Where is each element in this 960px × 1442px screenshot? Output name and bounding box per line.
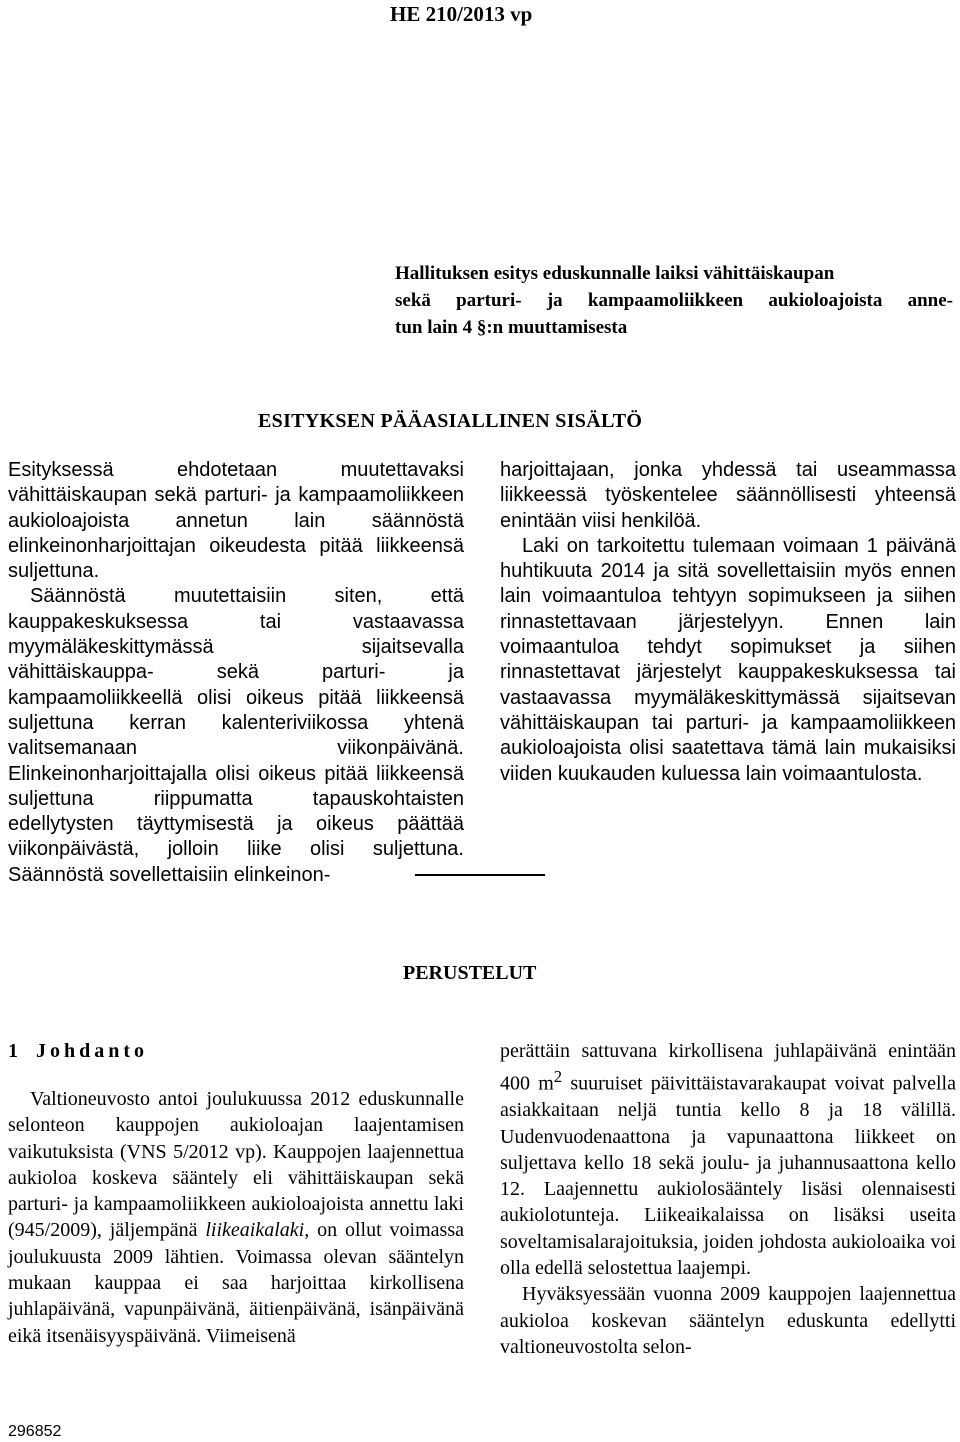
- summary-paragraph: harjoittajaan, jonka yhdessä tai useammassa liikkeessä työskentelee säännöllisesti yhteensä enintään viisi henkilöä.: [500, 459, 956, 532]
- section-title: Johdanto: [36, 1040, 149, 1062]
- law-short-name: liikeaikalaki,: [205, 1219, 310, 1242]
- bill-title-line: Hallituksen esitys eduskunnalle laiksi vähittäiskaupan: [395, 263, 835, 284]
- summary-paragraph: Esityksessä ehdotetaan muutettavaksi vähittäiskaupan sekä parturi- ja kampaamoliikkeen aukioloajoista annetun lain säännöstä elinkeinonharjoittajan oikeudesta pitää liikkeensä suljettuna.: [8, 459, 464, 583]
- page-reference: HE 210/2013 vp: [390, 2, 533, 26]
- body-paragraph: Hyväksyessään vuonna 2009 kauppojen laajennettua aukioloa koskevan sääntelyn eduskunta edellytti valtioneuvostolta selon-: [500, 1283, 956, 1358]
- summary-left-column: [8, 458, 464, 888]
- bill-title: [395, 260, 953, 341]
- document-number: 296852: [8, 1423, 62, 1440]
- body-paragraph: [8, 1086, 464, 1349]
- bill-title-line: tun lain 4 §:n muuttamisesta: [395, 317, 628, 338]
- section-heading: [8, 1040, 148, 1063]
- section-divider: [415, 874, 545, 876]
- bill-title-line: sekä parturi- ja kampaamoliikkeen aukioloajoista anne-: [395, 290, 953, 311]
- section-number: 1: [8, 1040, 18, 1062]
- rationale-heading: PERUSTELUT: [403, 962, 537, 984]
- superscript: 2: [553, 1067, 563, 1087]
- rationale-right-column: [500, 1038, 956, 1360]
- body-text: suuruiset päivittäistavarakaupat voivat palvella asiakkaitaan neljä tuntia kello 8 ja 18 välillä. Uudenvuodenaattona ja vapunaattona liikkeet on suljettava kello 18 sekä joulu- ja juhannusaattona kello 12. Laajennettu aukiolosääntely lisäsi olennaisesti aukiolotunteja. Liikeaikalaissa on lisäksi useita soveltamisalarajoituksia, joiden johdosta aukioloaika voi olla edellä selostettua laajempi.: [500, 1072, 956, 1280]
- body-text: perättäin sattuvana kirkollisena juhlapäivänä enintään 400 m: [500, 1040, 956, 1095]
- body-text: on ollut voimassa joulukuusta 2009 lähtien. Voimassa olevan sääntelyn mukaan kauppaa ei saa harjoittaa kirkollisena juhlapäivänä, vapunpäivänä, äitienpäivänä, isänpäivänä eikä itsenäisyyspäivänä. Viimeisenä: [8, 1219, 464, 1347]
- summary-paragraph: Säännöstä muutettaisiin siten, että kauppakeskuksessa tai vastaavassa myymäläkeskittymässä sijaitsevalla vähittäiskauppa- sekä parturi- ja kampaamoliikkeellä olisi oikeus pitää liikkeensä suljettuna kerran kalenteriviikossa yhtenä valitsemanaan viikonpäivänä. Elinkeinonharjoittajalla olisi oikeus pitää liikkeensä suljettuna riippumatta tapauskohtaisten edellytysten täyttymisestä ja oikeus päättää viikonpäivästä, jolloin liike olisi suljettuna. Säännöstä sovellettaisiin elinkeinon-: [8, 585, 464, 886]
- rationale-left-column: [8, 1086, 464, 1349]
- body-paragraph: [500, 1038, 956, 1281]
- summary-right-column: [500, 458, 956, 787]
- summary-paragraph: Laki on tarkoitettu tulemaan voimaan 1 päivänä huhtikuuta 2014 ja sitä sovellettaisiin myös ennen lain voimaantuloa tehtyyn sopimukseen ja siihen rinnastettavaan järjestelyyn. Ennen lain voimaantuloa tehdyt sopimukset ja siihen rinnastettavat järjestelyt kauppakeskuksessa tai vastaavassa myymäläkeskittymässä sijaitsevan vähittäiskaupan tai parturi- ja kampaamoliikkeen aukioloajoista olisi saatettava tämä lain mukaisiksi viiden kuukauden kuluessa lain voimaantulosta.: [500, 534, 956, 785]
- summary-heading: ESITYKSEN PÄÄASIALLINEN SISÄLTÖ: [258, 410, 643, 432]
- body-text: Valtioneuvosto antoi joulukuussa 2012 eduskunnalle selonteon kauppojen aukioloajan laajentamisen vaikutuksista (VNS 5/2012 vp). Kauppojen laajennettua aukioloa koskeva sääntely eli vähittäiskaupan sekä parturi- ja kampaamoliikkeen aukioloajoista annettu laki (945/2009), jäljempänä: [8, 1088, 464, 1242]
